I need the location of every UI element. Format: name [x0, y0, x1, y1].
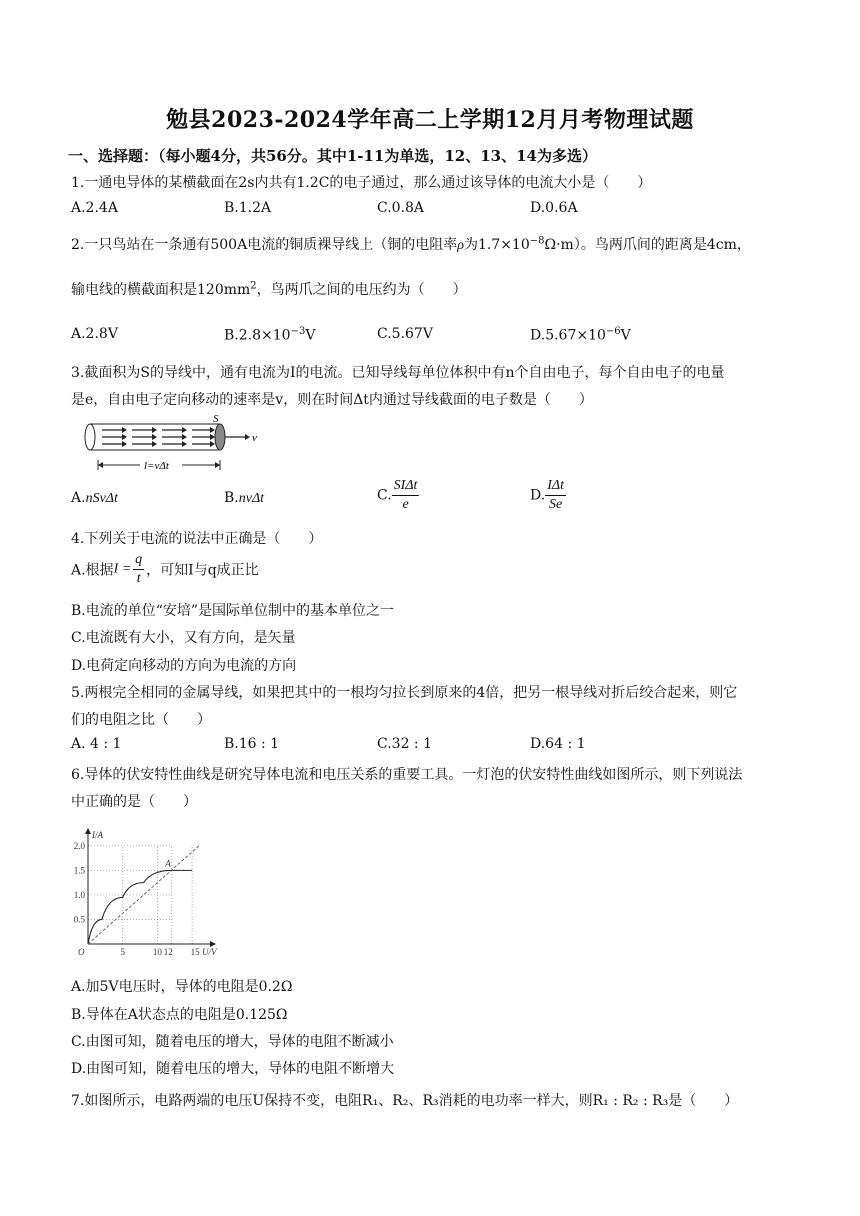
q6-option-d: D.由图可知，随着电压的增大，导体的电阻不断增大 — [71, 1061, 395, 1077]
q6-stem-line1: 6.导体的伏安特性曲线是研究导体电流和电压关系的重要工具。一灯泡的伏安特性曲线如图所示，则下列说法 — [71, 767, 743, 783]
q4-option-a: A.根据I = $\frac{q}{t}$ ，可知I与q成正比 — [71, 552, 259, 586]
page-title: 勉县2023-2024学年高二上学期12月月考物理试题 — [166, 107, 694, 133]
q3-option-a: A.nSvΔt — [71, 490, 118, 506]
q2-option-c: C.5.67V — [377, 326, 433, 342]
q5-option-b: B.16 : 1 — [224, 736, 280, 752]
fig-label-s: S — [213, 413, 219, 425]
q1-option-d: D.0.6A — [530, 200, 578, 216]
q7-stem: 7.如图所示，电路两端的电压U保持不变，电阻R₁、R₂、R₃消耗的电功率一样大，则R₁ : R₂ : R₃是（ ） — [71, 1093, 739, 1109]
x-axis-label: U/V — [202, 947, 217, 957]
q6-stem-line2: 中正确的是（ ） — [71, 794, 197, 810]
y-tick-label: 1.0 — [73, 889, 85, 900]
iv-dashed-line — [88, 846, 199, 944]
q1-option-b: B.1.2A — [224, 200, 272, 216]
q6-option-b: B.导体在A状态点的电阻是0.125Ω — [71, 1007, 288, 1023]
x-tick-label: 10 — [152, 947, 162, 957]
q4-option-d: D.电荷定向移动的方向为电流的方向 — [71, 658, 297, 674]
q3-stem-line2: 是e，自由电子定向移动的速率是v，则在时间Δt内通过导线截面的电子数是（ ） — [71, 392, 593, 408]
q3-option-d: D. $\frac{\text{IΔt}}{Se}$ — [530, 478, 564, 512]
iv-curve — [88, 870, 192, 944]
x-tick-label: 5 — [120, 947, 125, 957]
origin-label: O — [78, 947, 85, 957]
iv-curve-chart — [68, 826, 228, 958]
q5-option-c: C.32 : 1 — [377, 736, 433, 752]
q1-option-c: C.0.8A — [377, 200, 425, 216]
q5-option-a: A. 4 : 1 — [71, 736, 122, 752]
x-tick-label: 12 — [163, 947, 173, 957]
fig-label-v: v — [252, 432, 257, 444]
section-heading: 一、选择题：（每小题4分，共56分。其中1-11为单选，12、13、14为多选） — [68, 147, 597, 165]
y-axis-arrow — [85, 828, 91, 834]
y-axis-label: I/A — [92, 830, 103, 840]
q6-option-c: C.由图可知，随着电压的增大，导体的电阻不断减小 — [71, 1034, 394, 1050]
fig-label-l: l=vΔt — [144, 460, 169, 472]
point-a-label: A — [165, 858, 171, 869]
y-tick-label: 0.5 — [73, 914, 85, 925]
y-tick-label: 1.5 — [73, 865, 85, 876]
q5-stem-line2: 们的电阻之比（ ） — [71, 712, 211, 728]
q4-option-b: B.电流的单位“安培”是国际单位制中的基本单位之一 — [71, 603, 395, 619]
wire-diagram — [70, 412, 270, 474]
q1-stem: 1.一通电导体的某横截面在2s内共有1.2C的电子通过，那么通过该导体的电流大小是（ ） — [71, 175, 652, 191]
y-tick-label: 2.0 — [73, 840, 85, 851]
q1-option-a: A.2.4A — [71, 200, 118, 216]
q2-stem-line1: 2.一只鸟站在一条通有500A电流的铜质裸导线上（铜的电阻率ρ为$1.7\times 10^{-8}\Omega\cdot m$）。鸟两爪间的距离是4cm， — [71, 235, 751, 253]
x-tick-label: 15 — [190, 947, 200, 957]
q5-option-d: D.64 : 1 — [530, 736, 586, 752]
q4-stem: 4.下列关于电流的说法中正确是（ ） — [71, 531, 323, 547]
q5-stem-line1: 5.两根完全相同的金属导线，如果把其中的一根均匀拉长到原来的4倍，把另一根导线对折后绞合起来，则它 — [71, 685, 738, 701]
q2-option-a: A.2.8V — [71, 326, 118, 342]
q4-option-c: C.电流既有大小，又有方向，是矢量 — [71, 630, 296, 646]
q2-stem-line2: 输电线的横截面积是$120mm^2$，鸟两爪之间的电压约为（ ） — [71, 280, 467, 298]
q2-option-b: $B.2.8\times 10^{-3}V$ — [224, 326, 316, 344]
q2-option-d: $D.5.67\times 10^{-6}V$ — [530, 326, 631, 344]
q3-stem-line1: 3.截面积为S的导线中，通有电流为I的电流。已知导线每单位体积中有n个自由电子，每个自由电子的电量 — [71, 365, 725, 381]
q3-option-c: C. $\frac{\text{SIΔt}}{e}$ — [377, 478, 418, 512]
q6-option-a: A.加5V电压时，导体的电阻是0.2Ω — [71, 979, 293, 995]
q3-option-b: B.nvΔt — [224, 490, 265, 506]
